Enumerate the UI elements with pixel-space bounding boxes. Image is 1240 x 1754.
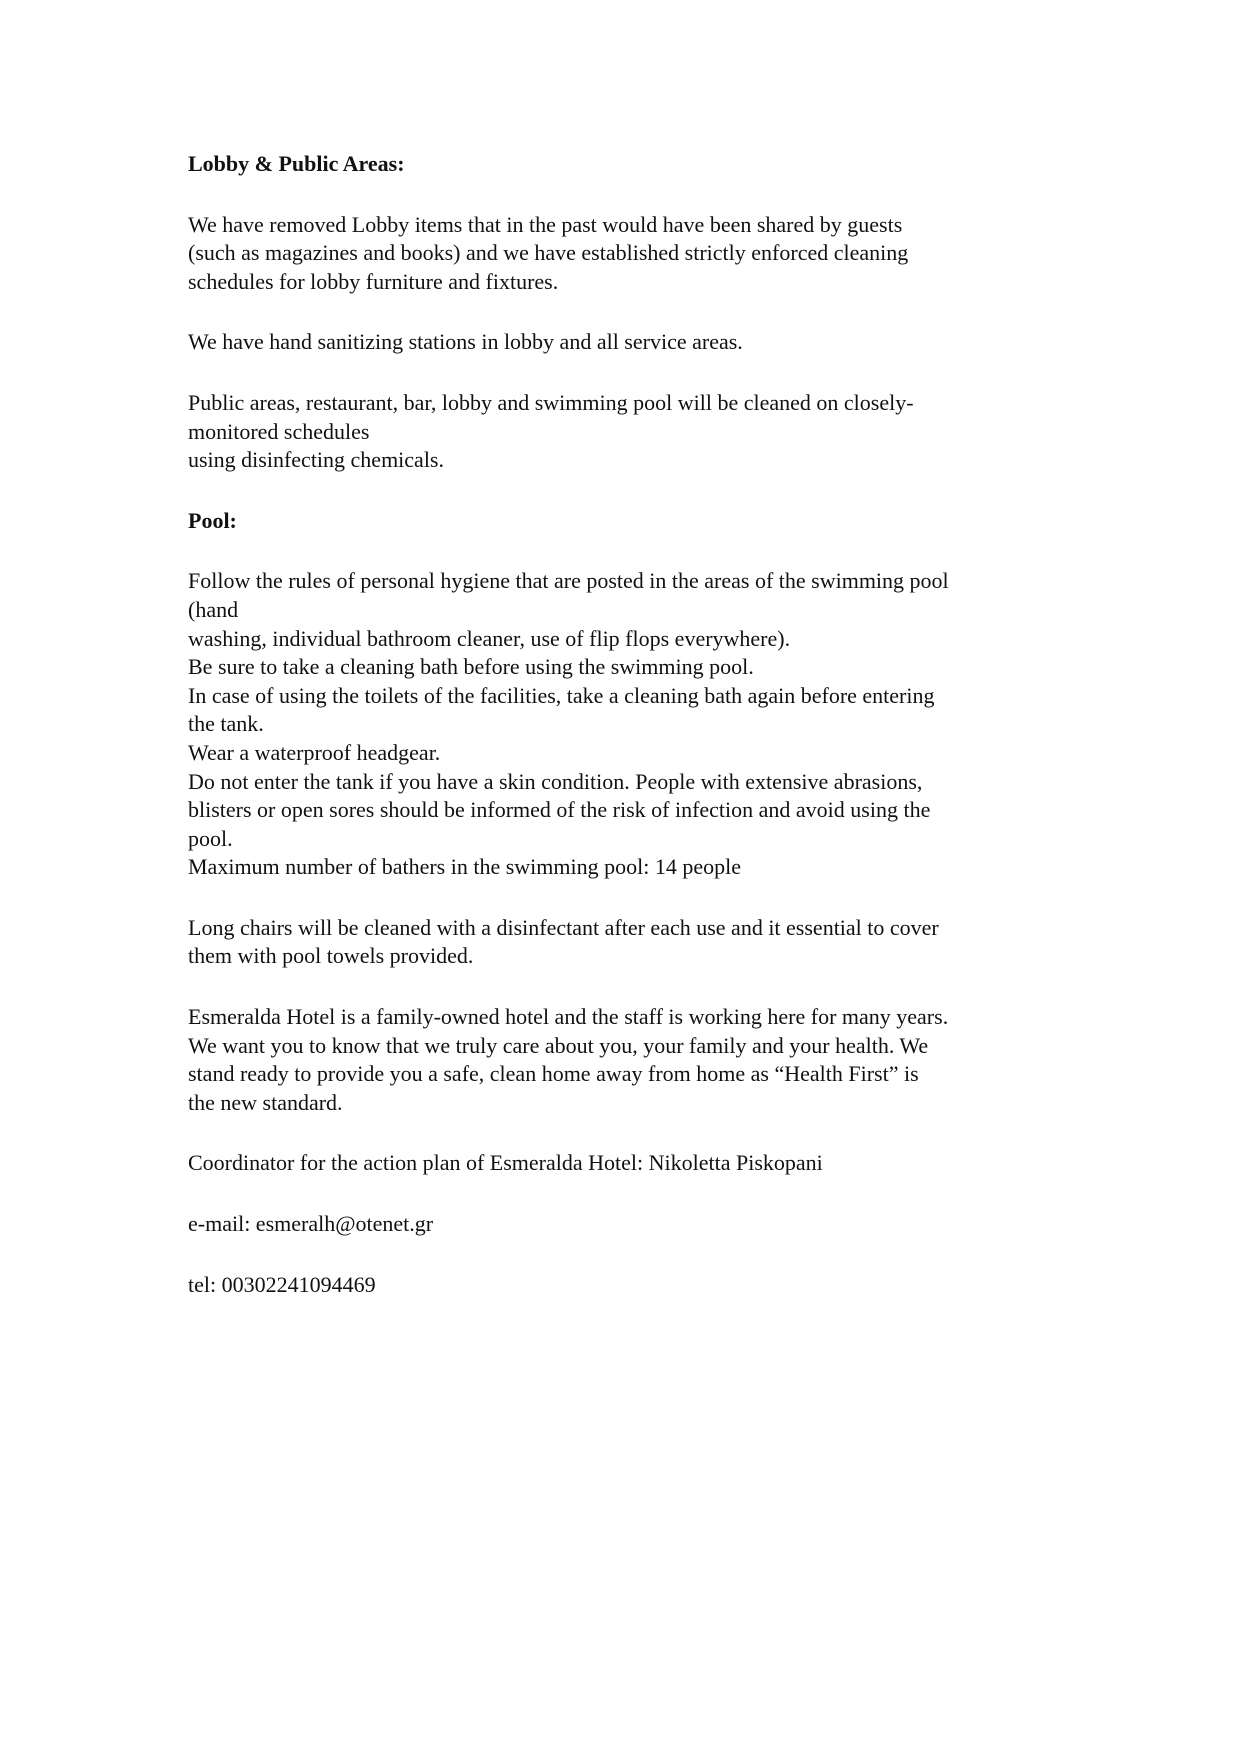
text-line: Esmeralda Hotel is a family-owned hotel and the staff is working here for many years.	[188, 1004, 949, 1030]
lobby-cleaning-paragraph	[188, 389, 1068, 475]
email-line: e-mail: esmeralh@otenet.gr	[188, 1211, 434, 1237]
text-line: Maximum number of bathers in the swimming pool: 14 people	[188, 854, 741, 880]
heading-text: Pool:	[188, 507, 237, 533]
hotel-closing-paragraph	[188, 1003, 1068, 1117]
text-line: pool.	[188, 825, 233, 851]
pool-chairs-paragraph	[188, 914, 1068, 971]
text-line: the new standard.	[188, 1089, 343, 1115]
text-line: the tank.	[188, 711, 264, 737]
tel-paragraph	[188, 1271, 1068, 1300]
coordinator-line: Coordinator for the action plan of Esmeralda Hotel: Nikoletta Piskopani	[188, 1150, 823, 1176]
text-line: them with pool towels provided.	[188, 943, 474, 969]
text-line: washing, individual bathroom cleaner, use of flip flops everywhere).	[188, 625, 791, 651]
text-line: stand ready to provide you a safe, clean home away from home as “Health First” is	[188, 1061, 919, 1087]
lobby-heading	[188, 150, 1068, 179]
pool-heading	[188, 507, 1068, 536]
text-line: In case of using the toilets of the facilities, take a cleaning bath again before entering	[188, 682, 935, 708]
text-line: Wear a waterproof headgear.	[188, 739, 441, 765]
text-line: Long chairs will be cleaned with a disinfectant after each use and it essential to cover	[188, 914, 939, 940]
lobby-shared-items-paragraph	[188, 211, 1068, 297]
text-line: (hand	[188, 596, 239, 622]
coordinator-paragraph	[188, 1149, 1068, 1178]
text-line: (such as magazines and books) and we have established strictly enforced cleaning	[188, 240, 909, 266]
document-page	[188, 150, 1068, 1331]
text-line: We want you to know that we truly care about you, your family and your health. We	[188, 1032, 929, 1058]
text-line: blisters or open sores should be informed of the risk of infection and avoid using the	[188, 797, 931, 823]
text-line: We have hand sanitizing stations in lobby and all service areas.	[188, 329, 743, 355]
text-line: Be sure to take a cleaning bath before using the swimming pool.	[188, 654, 754, 680]
text-line: We have removed Lobby items that in the past would have been shared by guests	[188, 211, 903, 237]
text-line: using disinfecting chemicals.	[188, 447, 444, 473]
text-line: Follow the rules of personal hygiene that are posted in the areas of the swimming pool	[188, 568, 949, 594]
heading-text: Lobby & Public Areas:	[188, 151, 405, 176]
text-line: monitored schedules	[188, 418, 370, 444]
email-paragraph	[188, 1210, 1068, 1239]
lobby-sanitizing-paragraph	[188, 328, 1068, 357]
text-line: Do not enter the tank if you have a skin condition. People with extensive abrasions,	[188, 768, 923, 794]
pool-rules-paragraph	[188, 567, 1068, 882]
tel-line: tel: 00302241094469	[188, 1271, 376, 1297]
text-line: Public areas, restaurant, bar, lobby and swimming pool will be cleaned on closely-	[188, 389, 914, 415]
text-line: schedules for lobby furniture and fixtures.	[188, 268, 559, 294]
